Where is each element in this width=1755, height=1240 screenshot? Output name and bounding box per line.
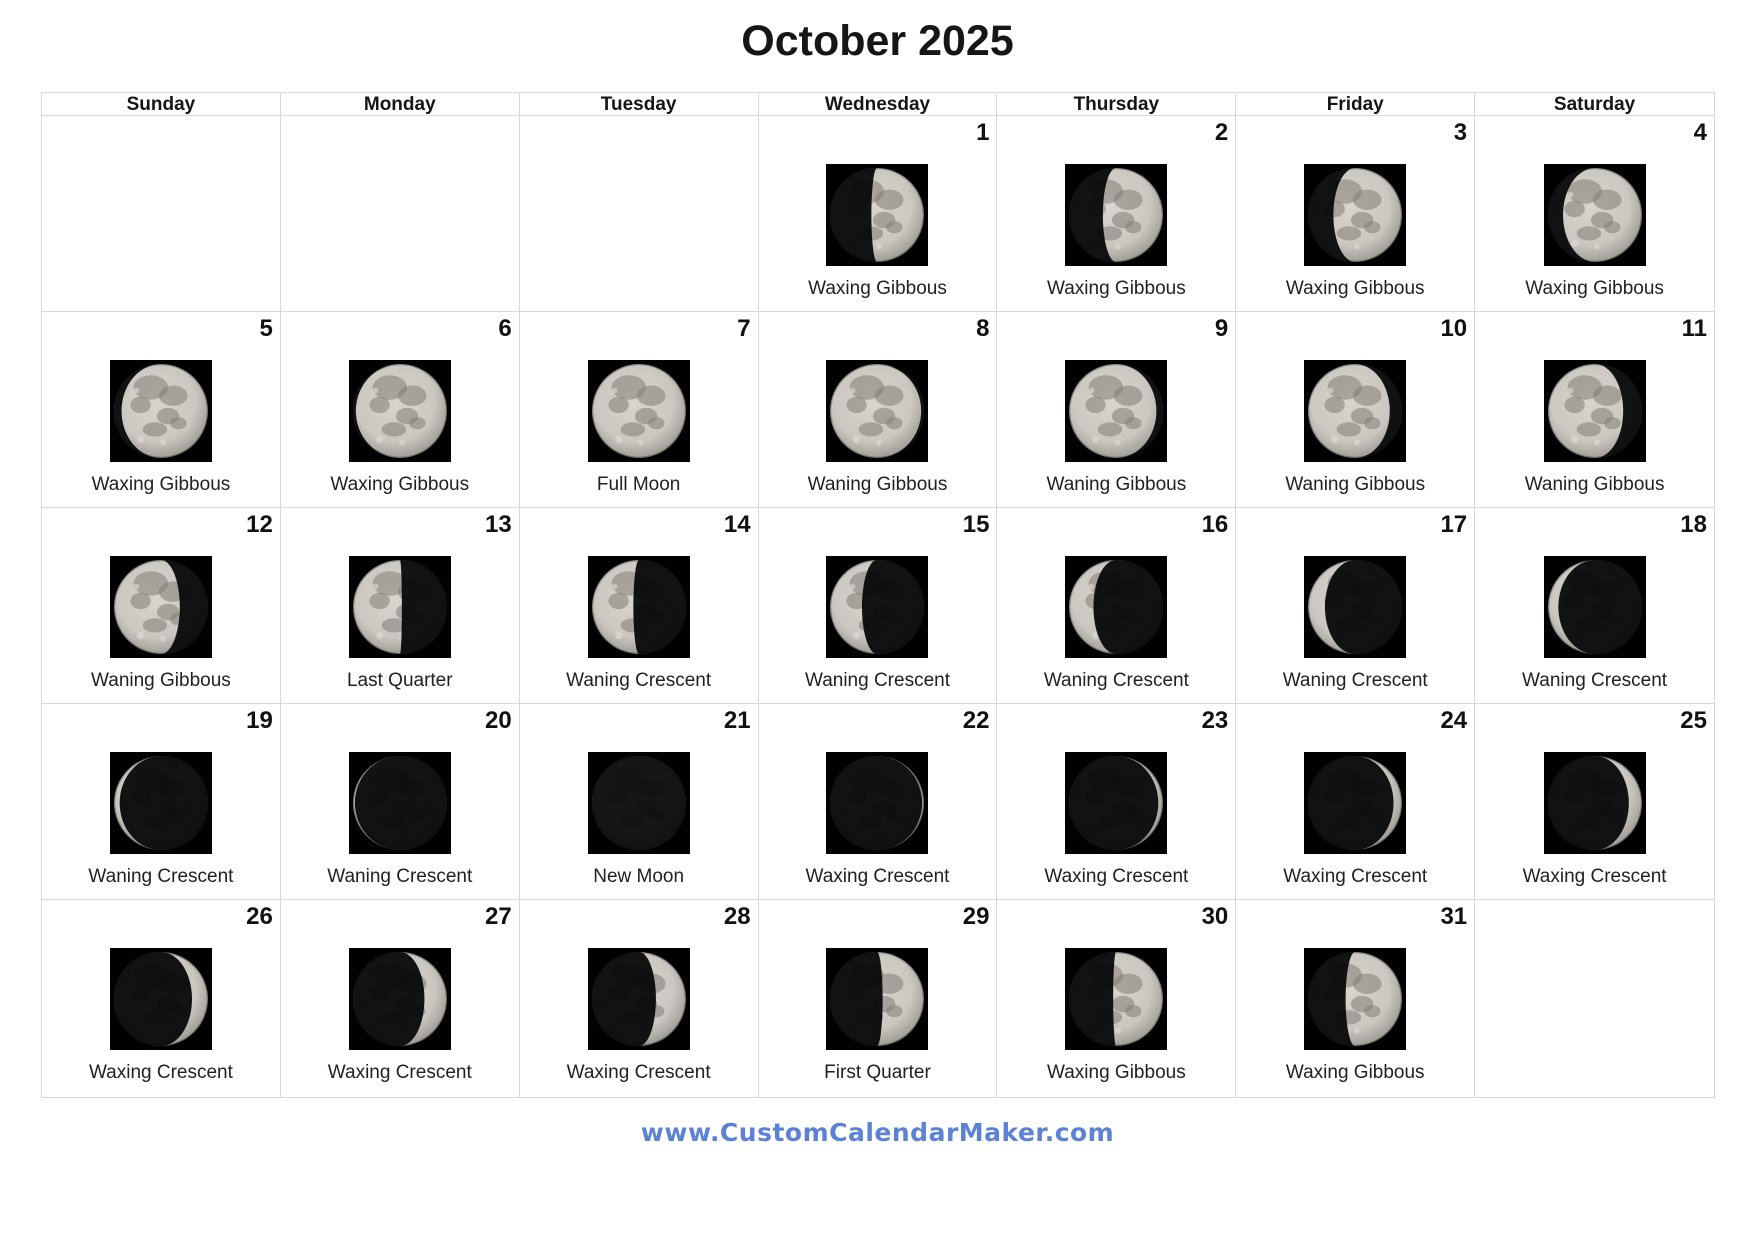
day-number: 14: [723, 511, 751, 538]
calendar-cell-empty: [42, 116, 281, 311]
calendar-cell-day-24: [1236, 704, 1475, 899]
calendar-cell-day-10: [1236, 312, 1475, 507]
calendar-cell-day-25: [1475, 704, 1714, 899]
weekday-header: Monday: [281, 93, 520, 115]
day-number: 11: [1681, 315, 1707, 342]
moon-phase-label: Waning Crescent: [566, 670, 712, 691]
moon-phase-image: [349, 752, 451, 854]
weekday-header: Tuesday: [520, 93, 759, 115]
calendar-cell-day-12: [42, 508, 281, 703]
calendar-cell-day-7: [520, 312, 759, 507]
moon-phase-image: [110, 556, 212, 658]
weekday-header: Thursday: [997, 93, 1236, 115]
calendar-cell-day-4: [1475, 116, 1714, 311]
day-number: 6: [498, 315, 512, 342]
moon-phase-label: Waning Crescent: [327, 866, 473, 887]
moon-phase-image: [1544, 556, 1646, 658]
footer: [0, 1118, 1755, 1147]
day-number: 20: [485, 707, 512, 734]
moon-phase-label: Waxing Crescent: [327, 1062, 472, 1083]
day-number: 3: [1453, 119, 1468, 146]
moon-phase-image: [1544, 752, 1646, 854]
moon-phase-label: Waxing Gibbous: [1047, 1062, 1186, 1083]
calendar-weeks: [42, 116, 1714, 1097]
moon-phase-label: First Quarter: [824, 1062, 931, 1083]
day-number: 22: [962, 707, 990, 734]
day-number: 4: [1693, 119, 1707, 146]
calendar-cell-day-9: [997, 312, 1236, 507]
moon-phase-image: [1065, 360, 1167, 462]
moon-phase-image: [588, 360, 690, 462]
moon-phase-image: [1304, 360, 1406, 462]
calendar-cell-day-1: [759, 116, 998, 311]
calendar-cell-day-17: [1236, 508, 1475, 703]
weekday-header-row: [42, 93, 1714, 116]
day-number: 25: [1680, 707, 1707, 734]
weekday-header: Friday: [1236, 93, 1475, 115]
moon-phase-label: Waning Gibbous: [1285, 474, 1426, 495]
moon-phase-label: Waning Crescent: [1282, 670, 1428, 691]
day-number: 21: [723, 707, 751, 734]
moon-phase-label: Waxing Crescent: [88, 1062, 233, 1083]
calendar-cell-empty: [1475, 900, 1714, 1097]
calendar-cell-day-11: [1475, 312, 1714, 507]
moon-phase-image: [1544, 164, 1646, 266]
day-number: 18: [1680, 511, 1707, 538]
moon-phase-image: [588, 556, 690, 658]
calendar-cell-empty: [281, 116, 520, 311]
moon-phase-label: Waning Gibbous: [1524, 474, 1665, 495]
moon-phase-label: Waning Gibbous: [1046, 474, 1187, 495]
calendar-grid: [41, 92, 1715, 1098]
calendar-week-row: [42, 116, 1714, 312]
moon-phase-image: [110, 752, 212, 854]
day-number: 31: [1440, 903, 1468, 930]
calendar-cell-day-26: [42, 900, 281, 1097]
moon-phase-label: Last Quarter: [346, 670, 453, 691]
calendar-cell-day-6: [281, 312, 520, 507]
moon-phase-label: Waxing Crescent: [805, 866, 950, 887]
moon-phase-image: [826, 752, 928, 854]
moon-phase-label: New Moon: [593, 866, 685, 887]
moon-phase-label: Waxing Gibbous: [1525, 278, 1664, 299]
moon-phase-label: Waxing Crescent: [1283, 866, 1428, 887]
moon-phase-image: [1304, 948, 1406, 1050]
moon-phase-image: [110, 948, 212, 1050]
moon-phase-label: Waxing Gibbous: [1047, 278, 1186, 299]
calendar-cell-day-20: [281, 704, 520, 899]
calendar-cell-day-22: [759, 704, 998, 899]
calendar-cell-day-18: [1475, 508, 1714, 703]
moon-phase-image: [1304, 556, 1406, 658]
moon-phase-label: Waning Crescent: [1522, 670, 1668, 691]
moon-phase-image: [826, 164, 928, 266]
weekday-header: Saturday: [1553, 94, 1636, 115]
day-number: 10: [1440, 315, 1468, 342]
day-number: 1: [976, 119, 990, 146]
calendar-cell-day-15: [759, 508, 998, 703]
moon-phase-label: Waning Gibbous: [807, 474, 948, 495]
calendar-cell-day-3: [1236, 116, 1475, 311]
day-number: 26: [246, 903, 273, 930]
moon-phase-image: [588, 752, 690, 854]
moon-phase-image: [1304, 164, 1406, 266]
moon-phase-label: Waning Crescent: [1043, 670, 1189, 691]
calendar-week-row: [42, 312, 1714, 508]
moon-phase-label: Waning Crescent: [804, 670, 950, 691]
calendar-cell-day-13: [281, 508, 520, 703]
day-number: 15: [962, 511, 990, 538]
moon-phase-label: Waxing Gibbous: [1285, 278, 1425, 299]
footer-site-link[interactable]: www.CustomCalendarMaker.com: [640, 1118, 1115, 1147]
day-number: 23: [1201, 707, 1229, 734]
calendar-cell-day-30: [997, 900, 1236, 1097]
day-number: 2: [1214, 119, 1229, 146]
day-number: 19: [246, 707, 273, 734]
calendar-cell-day-16: [997, 508, 1236, 703]
day-number: 29: [962, 903, 990, 930]
moon-phase-image: [1065, 556, 1167, 658]
moon-phase-image: [1065, 164, 1167, 266]
moon-phase-image: [1544, 360, 1646, 462]
day-number: 9: [1214, 315, 1229, 342]
calendar-cell-day-31: [1236, 900, 1475, 1097]
calendar-cell-day-21: [520, 704, 759, 899]
day-number: 12: [246, 511, 273, 538]
moon-phase-image: [826, 556, 928, 658]
moon-phase-label: Waxing Gibbous: [1285, 1062, 1425, 1083]
moon-phase-image: [826, 360, 928, 462]
weekday-header: Sunday: [42, 93, 281, 115]
moon-phase-image: [1065, 752, 1167, 854]
day-number: 8: [976, 315, 990, 342]
calendar-cell-day-2: [997, 116, 1236, 311]
calendar-week-row: [42, 704, 1714, 900]
moon-phase-image: [588, 948, 690, 1050]
moon-phase-image: [349, 948, 451, 1050]
day-number: 7: [737, 315, 751, 342]
calendar-week-row: [42, 900, 1714, 1097]
moon-phase-label: Full Moon: [596, 474, 681, 495]
calendar-cell-day-27: [281, 900, 520, 1097]
moon-phase-image: [349, 360, 451, 462]
day-number: 24: [1440, 707, 1468, 734]
day-number: 30: [1201, 903, 1229, 930]
moon-phase-label: Waxing Crescent: [1522, 866, 1667, 887]
page-title: October 2025: [741, 17, 1014, 65]
calendar-week-row: [42, 508, 1714, 704]
calendar-cell-day-14: [520, 508, 759, 703]
moon-phase-image: [1065, 948, 1167, 1050]
calendar-cell-empty: [520, 116, 759, 311]
weekday-header: Wednesday: [759, 93, 998, 115]
calendar-cell-day-8: [759, 312, 998, 507]
moon-phase-image: [826, 948, 928, 1050]
day-number: 13: [485, 511, 512, 538]
moon-phase-label: Waxing Gibbous: [91, 474, 231, 495]
day-number: 16: [1201, 511, 1229, 538]
day-number: 5: [259, 315, 273, 342]
calendar-cell-day-5: [42, 312, 281, 507]
calendar-cell-day-19: [42, 704, 281, 899]
moon-phase-label: Waning Crescent: [88, 866, 234, 887]
day-number: 27: [485, 903, 512, 930]
moon-phase-label: Waxing Gibbous: [808, 278, 947, 299]
moon-phase-image: [110, 360, 212, 462]
moon-phase-label: Waxing Crescent: [566, 1062, 711, 1083]
moon-phase-image: [1304, 752, 1406, 854]
day-number: 28: [723, 903, 751, 930]
moon-phase-label: Waxing Gibbous: [330, 474, 470, 495]
calendar-cell-day-28: [520, 900, 759, 1097]
calendar-cell-day-29: [759, 900, 998, 1097]
day-number: 17: [1440, 511, 1468, 538]
moon-phase-label: Waxing Crescent: [1044, 866, 1189, 887]
moon-phase-image: [349, 556, 451, 658]
calendar-cell-day-23: [997, 704, 1236, 899]
moon-phase-label: Waning Gibbous: [91, 670, 231, 691]
